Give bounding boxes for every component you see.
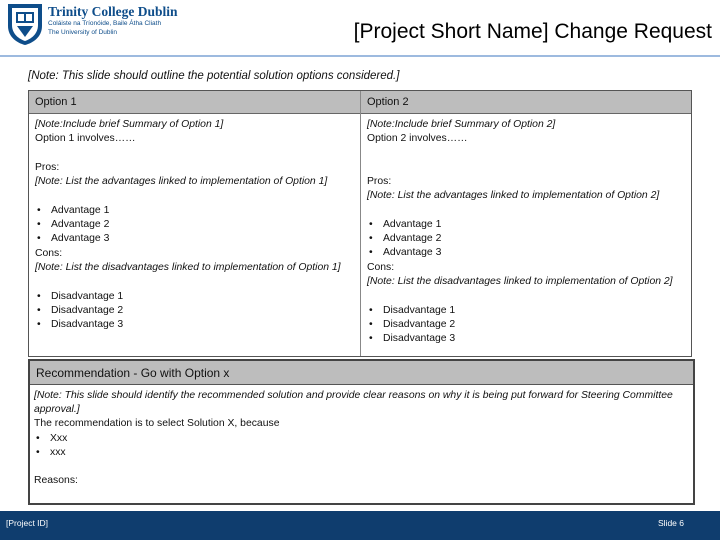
option-2-cons-label: Cons: (367, 261, 395, 273)
logo-title: Trinity College Dublin (48, 4, 178, 19)
recommendation-header: Recommendation - Go with Option x (30, 361, 693, 385)
option-2-disadvantages (367, 304, 685, 347)
list-item: • Disadvantage 2 (367, 318, 685, 332)
list-item: • xxx (34, 446, 689, 460)
option-2-summary-note: [Note:Include brief Summary of Option 2] (367, 119, 556, 130)
list-item: • Disadvantage 3 (35, 318, 354, 332)
logo-subtitle-english: The University of Dublin (48, 29, 117, 36)
recommendation-statement: The recommendation is to select Solution X, because (34, 418, 280, 430)
option-1-cons-label: Cons: (35, 247, 63, 259)
slide-number: Slide 6 (658, 518, 684, 528)
logo-subtitle-irish: Coláiste na Tríonóide, Baile Átha Cliath (48, 20, 162, 27)
option-1-header: Option 1 (29, 91, 360, 114)
list-item: • Disadvantage 1 (367, 304, 685, 318)
option-1-summary-note: [Note:Include brief Summary of Option 1] (35, 119, 224, 130)
page-title: [Project Short Name] Change Request (353, 20, 712, 43)
recommendation-note: [Note: This slide should identify the recommended solution and provide clear reasons on why it is being put forward for Steering Committee approval.] (34, 390, 673, 416)
option-1-involves: Option 1 involves…… (35, 133, 136, 145)
list-item: • Advantage 1 (35, 204, 354, 218)
slide-note: [Note: This slide should outline the potential solution options considered.] (28, 70, 400, 82)
list-item: • Disadvantage 1 (35, 290, 354, 304)
option-1-disadvantages (35, 290, 354, 333)
list-item: • Disadvantage 3 (367, 332, 685, 346)
footer-bar (0, 511, 720, 540)
tcd-logo (6, 2, 196, 50)
option-2-column (360, 91, 691, 356)
header-divider (0, 55, 720, 57)
options-table (28, 90, 692, 357)
list-item: • Advantage 1 (367, 218, 685, 232)
list-item: • Advantage 2 (367, 232, 685, 246)
option-2-pros-note: [Note: List the advantages linked to implementation of Option 2] (367, 190, 660, 202)
option-1-pros-label: Pros: (35, 161, 60, 173)
recommendation-box (28, 359, 695, 505)
list-item: • Xxx (34, 432, 689, 446)
option-2-involves: Option 2 involves…… (367, 133, 468, 145)
option-2-header: Option 2 (361, 91, 691, 114)
crest-icon (6, 2, 44, 46)
option-1-advantages (35, 204, 354, 247)
list-item: • Disadvantage 2 (35, 304, 354, 318)
list-item: • Advantage 2 (35, 218, 354, 232)
option-2-pros-label: Pros: (367, 175, 392, 187)
option-1-cons-note: [Note: List the disadvantages linked to implementation of Option 1] (35, 262, 341, 274)
option-2-advantages (367, 218, 685, 261)
reasons-label: Reasons: (34, 475, 78, 487)
list-item: • Advantage 3 (35, 232, 354, 246)
option-1-column (29, 91, 360, 356)
list-item: • Advantage 3 (367, 246, 685, 260)
option-2-cons-note: [Note: List the disadvantages linked to implementation of Option 2] (367, 276, 673, 288)
project-id: [Project ID] (6, 518, 49, 528)
recommendation-bullets (34, 432, 689, 460)
option-1-pros-note: [Note: List the advantages linked to implementation of Option 1] (35, 176, 328, 188)
